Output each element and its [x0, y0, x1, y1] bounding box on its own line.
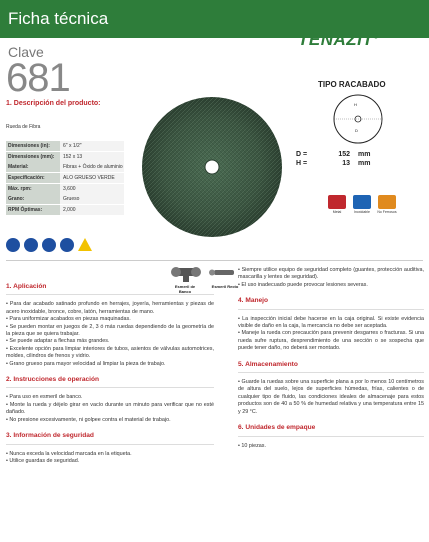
description-text: Rueda de Fibra	[6, 124, 41, 130]
spec-value: ALO GRUESO VERDE	[60, 173, 124, 183]
spec-key: RPM Óptimas:	[6, 205, 60, 215]
gloves-icon	[6, 238, 20, 252]
list-item: • Se puede adaptar a flechas más grandes.	[6, 338, 110, 345]
section-rule	[238, 372, 424, 373]
brand-registered-mark: ®	[373, 33, 379, 41]
section-title-seguridad: 3. Información de seguridad	[6, 432, 94, 440]
spec-row	[6, 194, 124, 205]
spec-key: Dimensiones (mm):	[6, 152, 60, 162]
list-item: • Nunca exceda la velocidad marcada en la etiqueta.	[6, 450, 132, 457]
dim-unit: mm	[358, 151, 371, 158]
ear-protection-icon	[24, 238, 38, 252]
stainless-icon	[353, 195, 371, 209]
material-label: Inoxidable	[354, 210, 370, 214]
section-title-almacenamiento: 5. Almacenamiento	[238, 360, 298, 368]
clave-label: Clave	[8, 44, 44, 60]
spec-row	[6, 162, 124, 173]
material-no-ferrosos	[376, 195, 398, 214]
section-title-aplicacion: 1. Aplicación	[6, 283, 47, 290]
spec-value: 6" x 1/2"	[60, 141, 124, 151]
dim-unit: mm	[358, 160, 371, 167]
warning-icon	[78, 238, 92, 251]
brand-name: TENAZIT	[298, 30, 374, 49]
section-rule	[6, 444, 214, 445]
section-title-empaque: 6. Unidades de empaque	[238, 424, 316, 432]
spec-key: Material:	[6, 162, 60, 172]
brand-logo	[298, 30, 379, 50]
metal-icon	[328, 195, 346, 209]
list-item: • Maneje la rueda con precaución para prevenir desgarres o fracturas. Si una rueda sufre ruptura, desprendimiento de una sección o se sospecha que puede tener daño, no deberá ser montado.	[238, 330, 424, 352]
spec-row	[6, 205, 124, 216]
disc-diagram-icon	[318, 92, 398, 146]
left-column	[6, 283, 214, 465]
dim-value: 152	[338, 151, 350, 158]
spec-key: Dimensiones (in):	[6, 141, 60, 151]
clave-number: 681	[6, 56, 70, 100]
spec-row	[6, 141, 124, 152]
spec-value: 152 x 13	[60, 152, 124, 162]
list-item: • Monte la rueda y déjelo girar en vacío durante un minuto para verificar que no esté dañado.	[6, 401, 214, 416]
dim-label: H =	[296, 160, 308, 167]
description-title: 1. Descripción del producto:	[6, 100, 101, 107]
goggles-icon	[60, 238, 74, 252]
list-item: • Se pueden montar en juegos de 2, 3 ó más ruedas dependiendo de la geometría de la pieza que se quiera trabajar.	[6, 323, 214, 338]
list-item: • El uso inadecuado puede provocar lesiones severas.	[238, 281, 368, 288]
machine-label-bench: Esmeril de Banco	[174, 284, 196, 294]
dim-row	[296, 160, 370, 169]
bench-grinder-icon	[170, 262, 240, 284]
list-item: • Grano grueso para mayor velocidad al limpiar la pieza de trabajo.	[6, 360, 166, 367]
section-title-manejo: 4. Manejo	[238, 297, 269, 305]
section-rule	[238, 309, 424, 310]
list-item: • Para uniformizar acabados en piezas maquinadas.	[6, 316, 131, 323]
dim-value: 13	[342, 160, 350, 167]
spec-row	[6, 173, 124, 184]
spec-key: Máx. rpm:	[6, 184, 60, 194]
dimensions-block	[296, 151, 370, 169]
safety-icons	[6, 238, 92, 252]
section-title-instrucciones: 2. Instrucciones de operación	[6, 376, 100, 384]
list-item: • La inspección inicial debe hacerse en la caja original. Si existe evidencia visible de daño en la caja, la mercancía no debe ser aceptada.	[238, 315, 424, 330]
spec-value: 2,000	[60, 205, 124, 215]
section-rule	[6, 294, 214, 295]
fiber-wheel-icon	[140, 95, 284, 239]
non-ferrous-icon	[378, 195, 396, 209]
right-column	[238, 267, 424, 450]
section-rule	[6, 387, 214, 388]
section-divider	[6, 260, 423, 261]
page-title: Ficha técnica	[8, 9, 109, 28]
list-item: • Siempre utilice equipo de seguridad completo (guantes, protección auditiva, mascarilla y lentes de seguridad).	[238, 267, 424, 281]
material-label: No Ferrosos	[377, 210, 397, 214]
list-item: • Guarde la ruedas sobre una superficie plana a por lo menos 10 centímetros de altura del suelo, lejos de superficies húmedas, frías, calientes o de cualquier tipo de fluido, las condiciones ideales de almacenaje para estos productos son de 40 a 50 % de humedad relativa y una temperatura entre 15 y 29 °C.	[238, 379, 424, 415]
list-item: • Utilice guardas de seguridad.	[6, 457, 80, 464]
spec-value: 3,600	[60, 184, 124, 194]
material-icons	[326, 195, 398, 214]
spec-row	[6, 183, 124, 194]
machine-label-straight: Esmeril Recto	[211, 284, 239, 289]
list-item: • No presione excesivamente, ni golpee contra el material de trabajo.	[6, 416, 171, 423]
spec-key: Grano:	[6, 194, 60, 204]
product-image	[140, 95, 284, 239]
material-inoxidable	[351, 195, 373, 214]
spec-key: Especificación:	[6, 173, 60, 183]
specs-table	[6, 141, 124, 215]
svg-text:D: D	[355, 128, 358, 133]
spec-value: Fibras + Óxido de aluminio	[60, 162, 124, 172]
list-item: • 10 piezas.	[238, 442, 266, 449]
svg-text:H: H	[354, 102, 357, 107]
section-rule	[238, 436, 424, 437]
material-metal	[326, 195, 348, 214]
mask-icon	[42, 238, 56, 252]
tipo-title: TIPO RACABADO	[318, 80, 386, 89]
dim-row	[296, 151, 370, 160]
list-item: • Para uso en esmeril de banco.	[6, 394, 83, 401]
dim-label: D =	[296, 151, 308, 158]
material-label: Metal	[332, 210, 342, 214]
list-item: • Para dar acabado satinado profundo en herrajes, joyería, herramientas y piezas de acero inoxidable, bronce, cobre, latón, herramientas de mano.	[6, 301, 214, 315]
list-item: • Excelente opción para limpiar interiores de tubos, asientos de válvulas automotrices, moldes, cilindros de frenos y vidrio.	[6, 345, 214, 360]
spec-value: Grueso	[60, 194, 124, 204]
spec-row	[6, 152, 124, 163]
